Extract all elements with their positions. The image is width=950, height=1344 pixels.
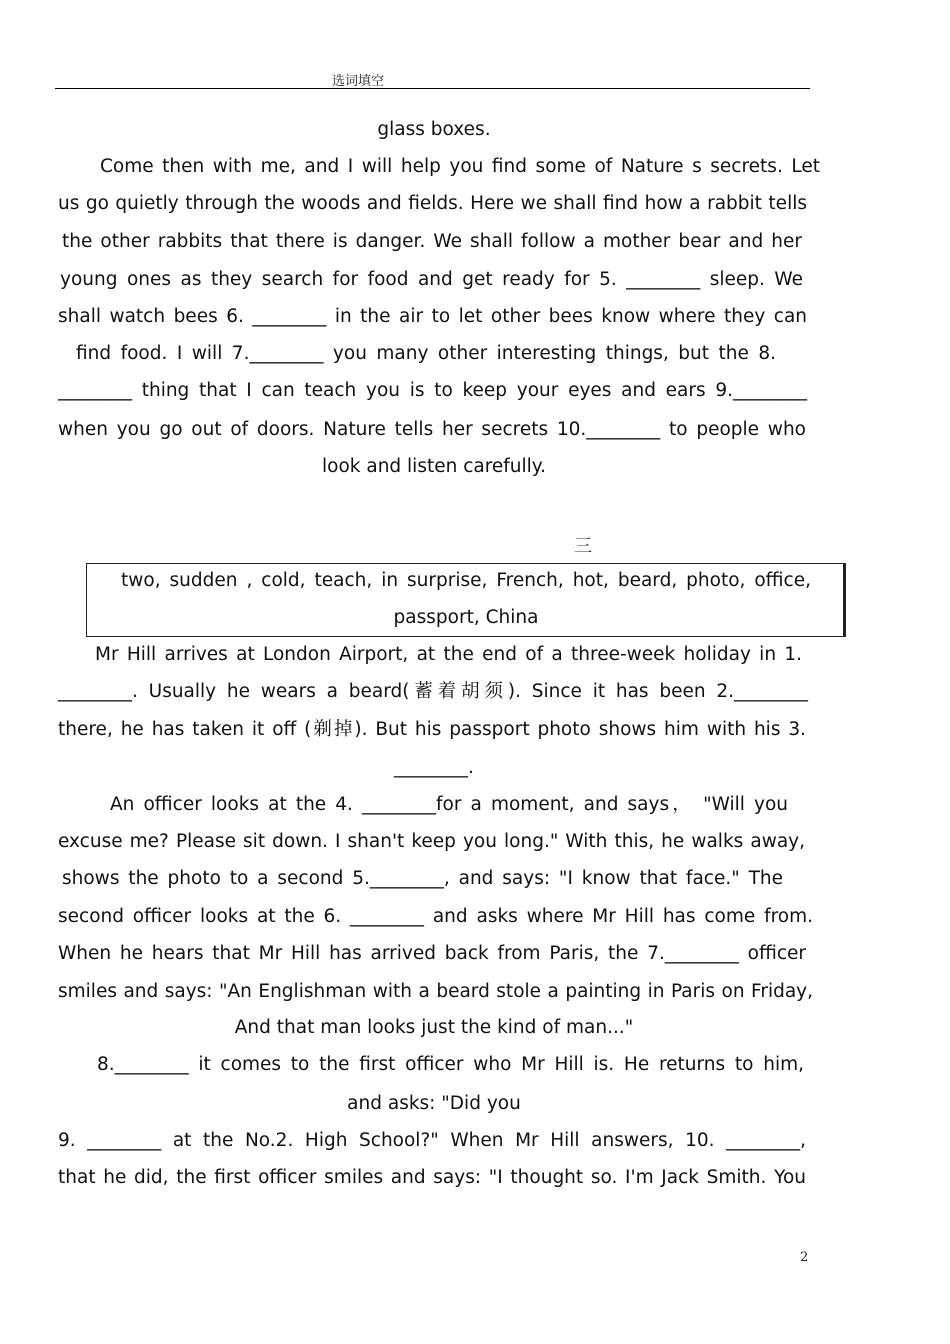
text-line: shows the photo to a second 5.________, and says: "I know that face." The	[62, 868, 783, 889]
text-line: ________. Usually he wears a beard(蓄着胡须). Since it has been 2.________	[58, 681, 808, 702]
header-rule	[55, 88, 810, 89]
text-line: find food. I will 7.________ you many other interesting things, but the 8.	[76, 343, 776, 364]
text-line: ________ thing that I can teach you is to keep your eyes and ears 9.________	[58, 380, 807, 401]
word-bank-line: two, sudden , cold, teach, in surprise, French, hot, beard, photo, office,	[121, 570, 811, 591]
text-line: young ones as they search for food and get ready for 5. ________ sleep. We	[60, 269, 803, 290]
header-title: 选词填空	[332, 74, 385, 89]
word-bank-box	[86, 563, 846, 637]
text-line: and asks: "Did you	[347, 1093, 521, 1114]
word-bank-line: passport, China	[393, 607, 539, 628]
text-line: excuse me? Please sit down. I shan't keep you long." With this, he walks away,	[58, 831, 805, 852]
text-line: And that man looks just the kind of man..."	[234, 1017, 634, 1038]
text-line: the other rabbits that there is danger. We shall follow a mother bear and her	[62, 231, 802, 252]
text-line: ________.	[394, 757, 474, 778]
text-line: that he did, the first officer smiles and says: "I thought so. I'm Jack Smith. You	[58, 1167, 806, 1188]
text-line: there, he has taken it off (剃掉). But his passport photo shows him with his 3.	[58, 719, 806, 740]
text-line: 9. ________ at the No.2. High School?" When Mr Hill answers, 10. ________,	[58, 1130, 806, 1151]
section-three-marker: 三	[574, 536, 592, 557]
text-line: us go quietly through the woods and fields. Here we shall find how a rabbit tells	[58, 193, 807, 214]
page-number: 2	[800, 1250, 809, 1265]
text-line: An officer looks at the 4. ________for a moment, and says， "Will you	[110, 794, 788, 815]
text-line: glass boxes.	[377, 119, 491, 140]
text-line: look and listen carefully.	[321, 456, 546, 477]
text-line: smiles and says: "An Englishman with a beard stole a painting in Paris on Friday,	[58, 981, 813, 1002]
text-line: Mr Hill arrives at London Airport, at the end of a three-week holiday in 1.	[95, 644, 802, 665]
text-line: second officer looks at the 6. ________ and asks where Mr Hill has come from.	[58, 906, 813, 927]
text-line: shall watch bees 6. ________ in the air to let other bees know where they can	[58, 306, 807, 327]
text-line: 8.________ it comes to the first officer who Mr Hill is. He returns to him,	[97, 1054, 804, 1075]
text-line: Come then with me, and I will help you find some of Nature s secrets. Let	[100, 156, 820, 177]
text-line: When he hears that Mr Hill has arrived back from Paris, the 7.________ officer	[58, 943, 806, 964]
text-line: when you go out of doors. Nature tells her secrets 10.________ to people who	[58, 419, 806, 440]
